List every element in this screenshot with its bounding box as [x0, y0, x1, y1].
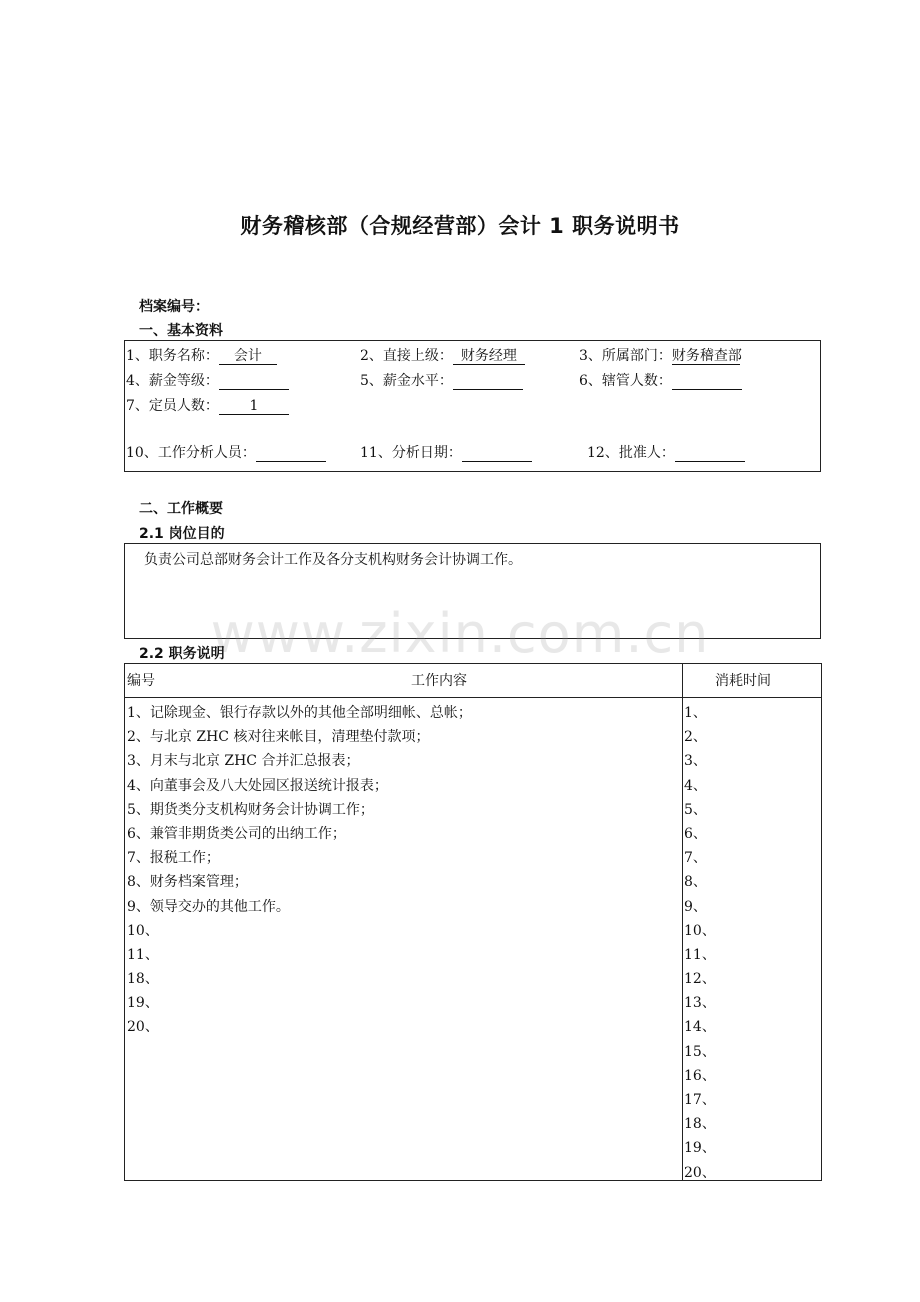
field-subordinates-value: [672, 373, 742, 390]
time-item: 6、: [684, 825, 707, 842]
field-salary-level-label: 5、薪金水平：: [360, 373, 453, 389]
duty-item: 6、兼管非期货类公司的出纳工作；: [127, 825, 346, 842]
field-direct-superior-value: 财务经理: [453, 348, 525, 365]
time-item: 13、: [684, 995, 716, 1012]
field-department-value: 财务稽查部: [671, 348, 742, 364]
duty-item: 20、: [127, 1019, 159, 1036]
time-item: 10、: [684, 922, 716, 939]
field-direct-superior-label: 2、直接上级：: [360, 348, 453, 364]
field-job-title-value: 会计: [219, 348, 277, 365]
field-direct-superior: [360, 345, 525, 365]
field-approver: [587, 442, 745, 462]
field-salary-level-value: [453, 373, 523, 390]
field-approver-label: 12、批准人：: [587, 445, 675, 461]
field-subordinates: [579, 370, 742, 390]
header-divider: [125, 697, 821, 698]
section-basic-info-heading: 一、基本资料: [139, 323, 223, 339]
field-job-analyst: [126, 442, 326, 462]
duty-item: 11、: [127, 946, 159, 963]
time-item: 14、: [684, 1019, 716, 1036]
field-job-title-label: 1、职务名称：: [126, 348, 219, 364]
time-item: 19、: [684, 1140, 716, 1157]
field-headcount-label: 7、定员人数：: [126, 398, 219, 414]
time-item: 4、: [684, 777, 707, 794]
duty-item: 5、期货类分支机构财务会计协调工作；: [127, 801, 374, 818]
duty-item: 10、: [127, 922, 159, 939]
field-job-title: [126, 345, 277, 365]
column-divider: [682, 664, 683, 1180]
time-item: 11、: [684, 946, 716, 963]
field-headcount-value: 1: [219, 398, 289, 415]
field-salary-level: [360, 370, 523, 390]
section-duties-heading: 2.2 职务说明: [139, 646, 225, 662]
duty-item: 4、向董事会及八大处园区报送统计报表；: [127, 777, 388, 794]
time-item: 2、: [684, 729, 707, 746]
time-item: 9、: [684, 898, 707, 915]
field-subordinates-label: 6、辖管人数：: [579, 373, 672, 389]
section-job-purpose-heading: 2.1 岗位目的: [139, 526, 225, 542]
field-headcount: [126, 395, 289, 415]
duty-item: 19、: [127, 995, 159, 1012]
field-analysis-date: [360, 442, 532, 462]
time-item: 17、: [684, 1092, 716, 1108]
time-item: 3、: [684, 753, 707, 770]
page-title: 财务稽核部（合规经营部）会计 1 职务说明书: [240, 214, 680, 238]
duty-item: 18、: [127, 971, 159, 988]
time-item: 5、: [684, 801, 707, 818]
time-item: 16、: [684, 1067, 716, 1084]
time-item: 1、: [684, 705, 707, 721]
field-job-analyst-label: 10、工作分析人员：: [126, 445, 256, 461]
field-department-label: 3、所属部门：: [579, 348, 672, 364]
duties-list: [127, 701, 472, 1040]
field-salary-grade-label: 4、薪金等级：: [126, 373, 219, 389]
header-work-content: 工作内容: [411, 673, 467, 689]
time-item: 7、: [684, 850, 707, 867]
time-item: 18、: [684, 1116, 716, 1133]
field-job-analyst-value: [256, 445, 326, 462]
job-purpose-text: 负责公司总部财务会计工作及各分支机构财务会计协调工作。: [144, 552, 522, 568]
duty-item: 8、财务档案管理；: [127, 874, 248, 891]
field-department: [579, 345, 740, 365]
archive-number-label: 档案编号：: [139, 299, 209, 315]
field-salary-grade: [126, 370, 289, 390]
duty-item: 3、月末与北京 ZHC 合并汇总报表；: [127, 753, 360, 770]
basic-info-box: [124, 340, 821, 472]
time-item: 8、: [684, 874, 707, 891]
section-work-overview-heading: 二、工作概要: [139, 501, 223, 517]
header-time-spent: 消耗时间: [715, 673, 771, 689]
duties-table: [124, 663, 822, 1181]
duty-item: 1、记除现金、银行存款以外的其他全部明细帐、总帐；: [127, 705, 472, 721]
duty-item: 9、领导交办的其他工作。: [127, 898, 290, 915]
time-list: [684, 701, 716, 1185]
field-salary-grade-value: [219, 373, 289, 390]
time-item: 20、: [684, 1164, 716, 1181]
field-analysis-date-value: [462, 445, 532, 462]
time-item: 12、: [684, 971, 716, 988]
duty-item: 7、报税工作；: [127, 850, 220, 867]
field-analysis-date-label: 11、分析日期：: [360, 445, 462, 461]
time-item: 15、: [684, 1043, 716, 1060]
header-number: 编号: [127, 673, 155, 689]
field-approver-value: [675, 445, 745, 462]
job-purpose-box: [124, 543, 821, 639]
duty-item: 2、与北京 ZHC 核对往来帐目，清理垫付款项；: [127, 729, 430, 746]
watermark: www.zixin.com.cn: [210, 602, 710, 665]
